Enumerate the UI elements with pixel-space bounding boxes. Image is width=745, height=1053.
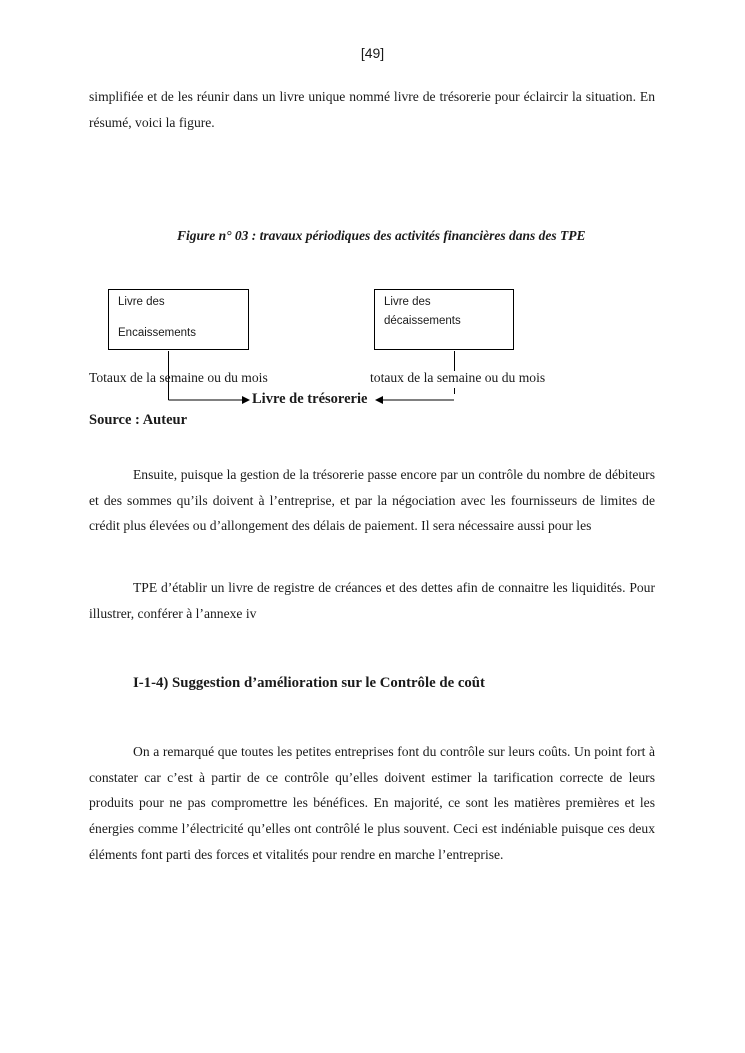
intro-paragraph: simplifiée et de les réunir dans un livre unique nommé livre de trésorerie pour éclaircir la situation. En résumé, voici la figure. (89, 89, 655, 130)
decaissements-box-line1: Livre des (384, 296, 431, 308)
figure-source: Source : Auteur (89, 412, 188, 428)
figure-caption: Figure n° 03 : travaux périodiques des activités financières dans des TPE (177, 228, 586, 243)
paragraph-tresorerie: Ensuite, puisque la gestion de la trésorerie passe encore par un contrôle du nombre de débiteurs et des sommes qu’ils doivent à l’entreprise, et par la négociation avec les fournisseurs de limites de crédit plus élevées ou d’allongement des délais de paiement. Il sera nécessaire aussi pour les (89, 467, 655, 534)
page-number: [49] (360, 45, 385, 61)
decaissements-box-line2: décaissements (384, 315, 461, 327)
label-left-totaux: Totaux de la semaine ou du mois (89, 370, 268, 385)
encaissements-box-line2: Encaissements (118, 327, 196, 339)
section-heading: I-1-4) Suggestion d’amélioration sur le Contrôle de coût (133, 675, 485, 691)
livre-de-tresorerie-label: Livre de trésorerie (252, 391, 368, 407)
paragraph-tpe: TPE d’établir un livre de registre de créances et des dettes afin de connaitre les liquidités. Pour illustrer, conférer à l’annexe iv (89, 580, 655, 621)
label-right-totaux: totaux de la semaine ou du mois (370, 370, 546, 385)
encaissements-box-line1: Livre des (118, 296, 165, 308)
paragraph-controle-cout: On a remarqué que toutes les petites entreprises font du contrôle sur leurs coûts. Un point fort à constater car c’est à partir de ce contrôle qu’elles doivent estimer la tarification correcte de leurs produits pour ne pas compromettre les bénéfices. En majorité, ce sont les matières premières et les énergies comme l’électricité qu’elles ont contrôlé le plus souvent. Ceci est indéniable puisque ces deux éléments font parti des forces et vitalités pour rendre en marche l’entreprise. (89, 744, 655, 862)
